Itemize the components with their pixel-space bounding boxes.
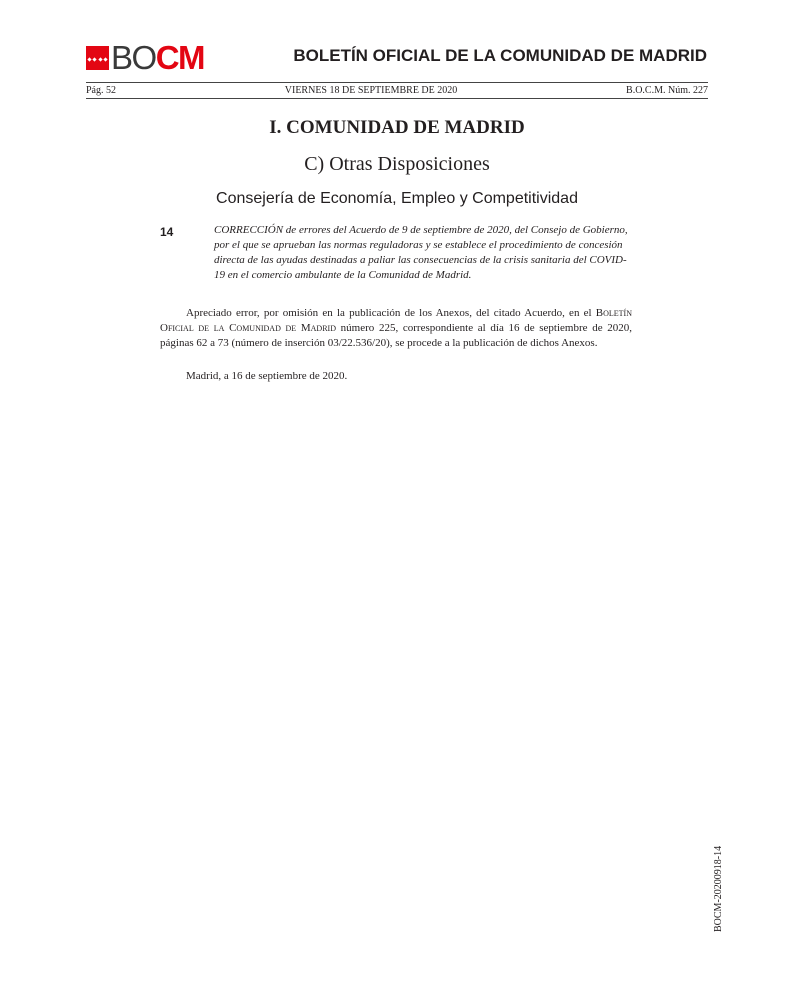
logo-text-bo: BO: [111, 39, 156, 76]
section-title: I. COMUNIDAD DE MADRID: [269, 117, 525, 138]
header-rule-bottom: [86, 98, 708, 99]
logo-text-cm: CM: [155, 39, 205, 76]
page-header-line: [86, 85, 708, 96]
body-text-part2: número 225, correspondiente al día 16 de septiembre de 2020, páginas 62 a 73 (número de inserción 03/22.536/20), se procede a la publicación de dichos Anexos.: [160, 322, 632, 349]
document-code: BOCM-20200918-14: [713, 845, 724, 932]
department-title: Consejería de Economía, Empleo y Competitividad: [216, 190, 578, 207]
bocm-logo: [86, 39, 205, 76]
issue-date: VIERNES 18 DE SEPTIEMBRE DE 2020: [284, 85, 458, 96]
madrid-flag-icon: [86, 46, 109, 70]
entry-summary: CORRECCIÓN de errores del Acuerdo de 9 de septiembre de 2020, del Consejo de Gobierno, por el que se aprueban las normas reguladoras y se establece el procedimiento de concesión directa de las ayudas destinadas a paliar las consecuencias de la crisis sanitaria del COVID-19 en el comercio ambulante de la Comunidad de Madrid.: [214, 224, 628, 281]
header-rule-top: [86, 82, 708, 83]
subsection-title: C) Otras Disposiciones: [304, 153, 490, 175]
gazette-name-reference: Boletín Oficial de la Comunidad de Madrid: [160, 307, 632, 334]
entry-body: [160, 306, 632, 351]
logo-text: [111, 39, 205, 76]
body-text-part1: Apreciado error, por omisión en la publicación de los Anexos, del citado Acuerdo, en el: [186, 307, 592, 319]
gazette-title: BOLETÍN OFICIAL DE LA COMUNIDAD DE MADRID: [293, 46, 707, 65]
issue-number: B.O.C.M. Núm. 227: [626, 85, 708, 96]
entry-number: 14: [160, 225, 174, 239]
page-number: Pág. 52: [86, 85, 116, 96]
signature-line: Madrid, a 16 de septiembre de 2020.: [186, 370, 348, 382]
